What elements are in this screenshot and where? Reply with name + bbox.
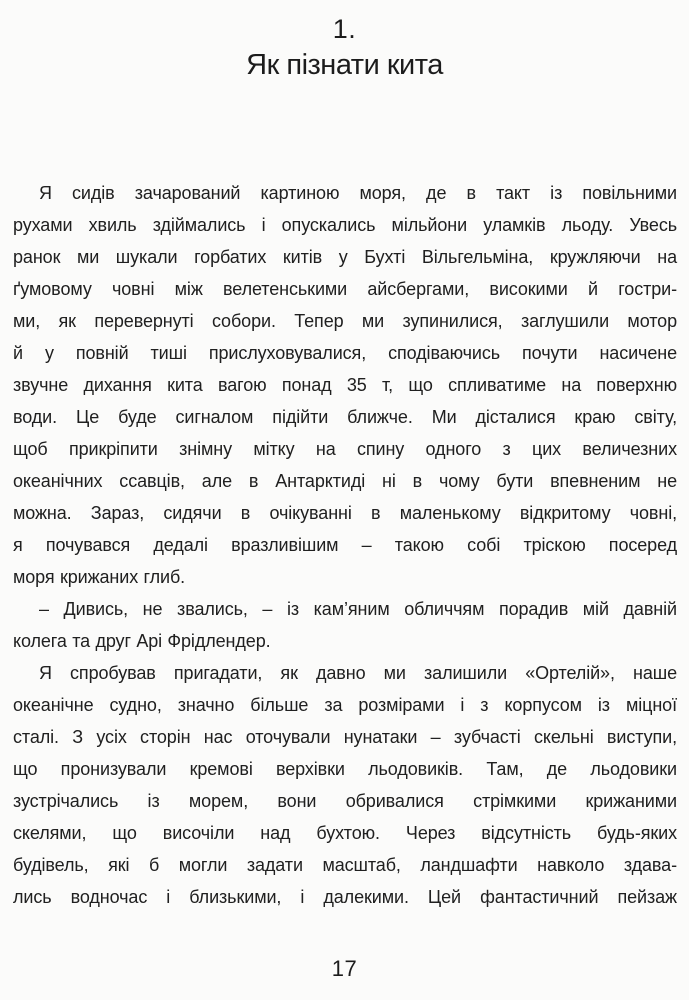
text-line: щоб прикріпити знімну мітку на спину одного з цих величезних <box>13 439 677 459</box>
text-line: Я сидів зачарований картиною моря, де в такт із повільними <box>39 183 677 203</box>
text-line: Я спробував пригадати, як давно ми залишили «Ортелій», наше <box>39 663 677 683</box>
chapter-heading <box>0 0 689 83</box>
chapter-number: 1. <box>332 14 357 44</box>
page-body <box>13 177 677 913</box>
text-line: океанічне судно, значно більше за розмірами і з корпусом із міцної <box>13 695 677 715</box>
text-line: ми, як перевернуті собори. Тепер ми зупинилися, заглушили мотор <box>13 311 677 331</box>
text-line: можна. Зараз, сидячи в очікуванні в маленькому відкритому човні, <box>13 503 677 523</box>
text-line: океанічних ссавців, але в Антарктиді ні в чому бути впевненим не <box>13 471 677 491</box>
text-line: зустрічались із морем, вони обривалися стрімкими крижаними <box>13 791 677 811</box>
text-line: звучне дихання кита вагою понад 35 т, що спливатиме на поверхню <box>13 375 677 395</box>
text-line: будівель, які б могли задати масштаб, ландшафти навколо здава- <box>13 855 677 875</box>
text-line: що пронизували кремові верхівки льодовиків. Там, де льодовики <box>13 759 677 779</box>
text-line: й у повній тиші прислуховувалися, сподіваючись почути насичене <box>13 343 677 363</box>
text-line: ранок ми шукали горбатих китів у Бухті Вільгельміна, кружляючи на <box>13 247 677 267</box>
text-line: рухами хвиль здіймались і опускались мільйони уламків льоду. Увесь <box>13 215 677 235</box>
text-line: сталі. З усіх сторін нас оточували нунатаки – зубчасті скельні виступи, <box>13 727 677 747</box>
text-line: – Дивись, не звались, – із кам’яним обличчям порадив мій давній <box>39 599 677 619</box>
page-number: 17 <box>331 956 358 981</box>
text-line: лись водночас і близькими, і далекими. Цей фантастичний пейзаж <box>13 887 677 907</box>
text-line: колега та друг Арі Фрідлендер. <box>13 631 271 651</box>
text-line: скелями, що височіли над бухтою. Через відсутність будь-яких <box>13 823 677 843</box>
text-line: моря крижаних глиб. <box>13 567 186 587</box>
text-line: я почувався дедалі вразливішим – такою собі тріскою посеред <box>13 535 677 555</box>
chapter-title: Як пізнати кита <box>246 49 443 81</box>
text-line: води. Це буде сигналом підійти ближче. Ми дісталися краю світу, <box>13 407 677 427</box>
text-line: ґумовому човні між велетенськими айсбергами, високими й гостри- <box>13 279 677 299</box>
